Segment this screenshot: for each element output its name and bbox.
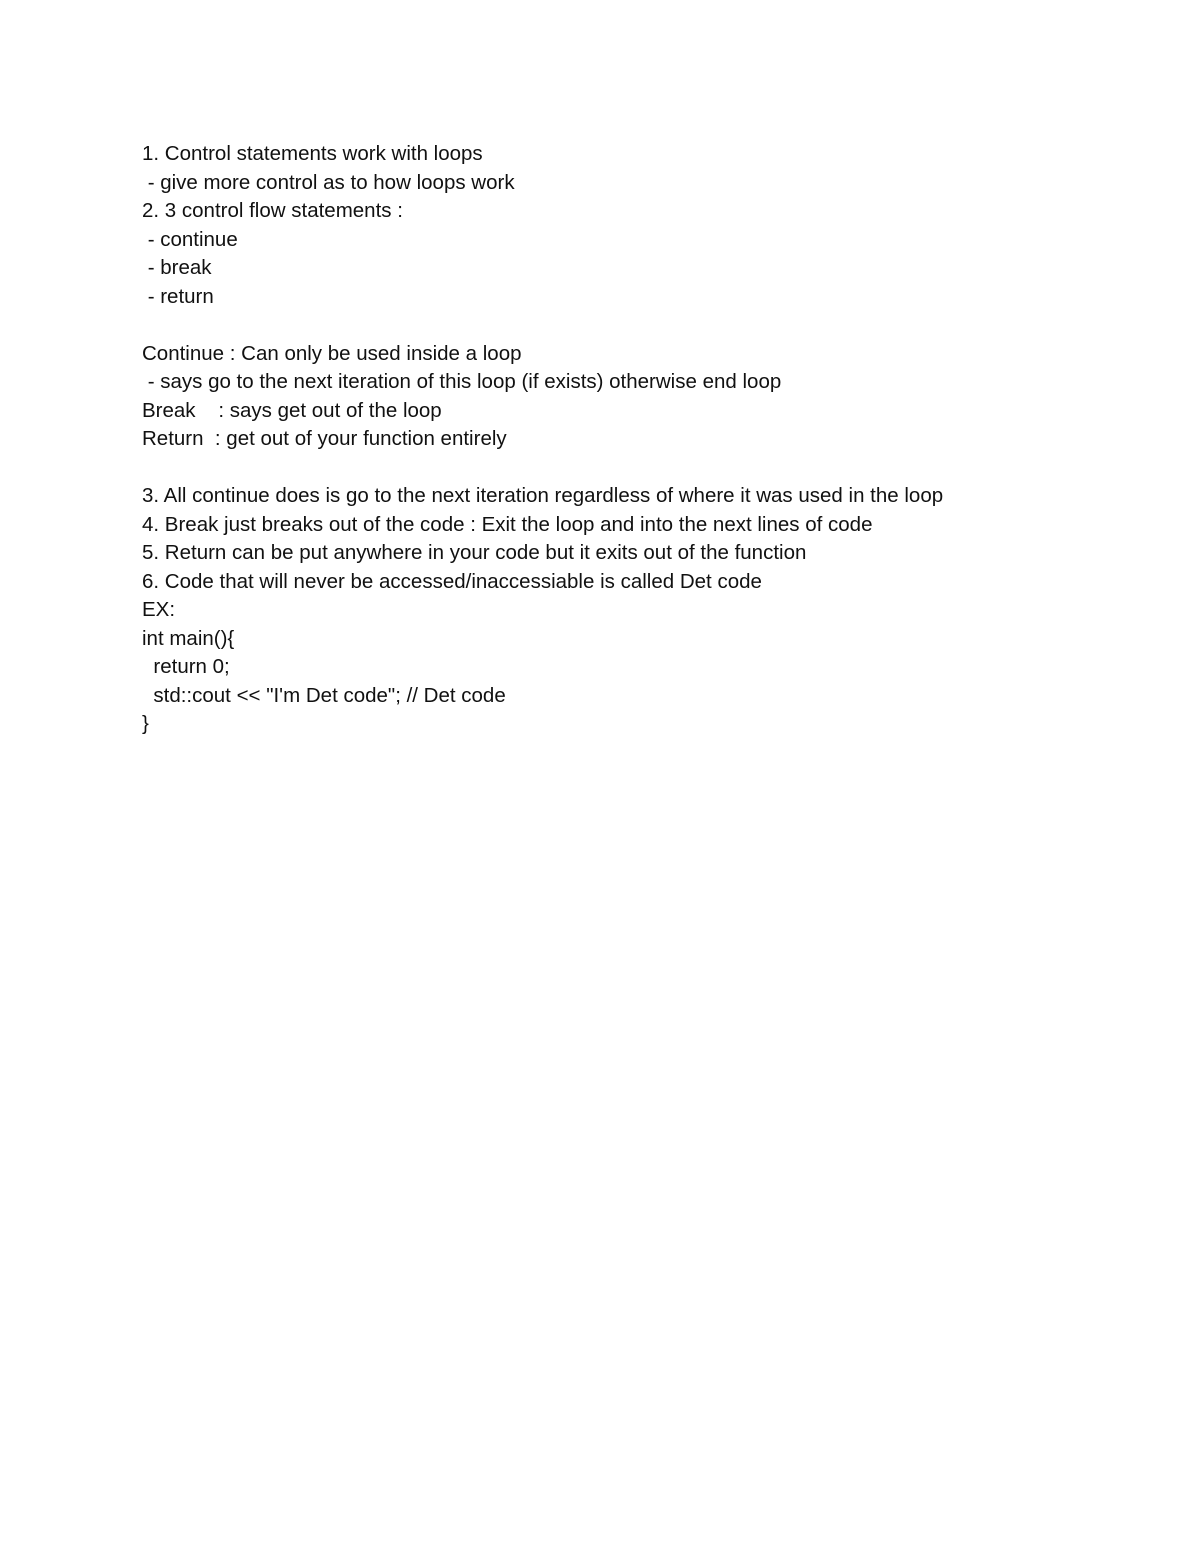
note-line: - return [142, 284, 214, 308]
code-line: std::cout << "I'm Det code"; // Det code [142, 683, 506, 707]
note-line: 2. 3 control flow statements : [142, 199, 403, 222]
code-line: } [142, 712, 149, 735]
note-line: 4. Break just breaks out of the code : Exit the loop and into the next lines of code [142, 512, 873, 536]
note-line: 5. Return can be put anywhere in your code but it exits out of the function [142, 541, 807, 564]
code-line: return 0; [142, 655, 230, 678]
note-line: - break [142, 256, 212, 279]
note-line: Break : says get out of the loop [142, 398, 442, 422]
note-line: 3. All continue does is go to the next iteration regardless of where it was used in the loop [142, 484, 944, 507]
note-line: EX: [142, 598, 176, 621]
notes-text [142, 140, 1142, 739]
note-line: - says go to the next iteration of this loop (if exists) otherwise end loop [142, 370, 782, 393]
note-line: Return : get out of your function entirely [142, 427, 507, 450]
note-line: 1. Control statements work with loops [142, 142, 483, 165]
note-line: - continue [142, 227, 238, 251]
blank-line [142, 311, 1142, 340]
code-line: int main(){ [142, 626, 235, 650]
note-line: - give more control as to how loops work [142, 170, 515, 194]
blank-line [142, 454, 1142, 483]
note-line: 6. Code that will never be accessed/inaccessiable is called Det code [142, 569, 762, 593]
note-line: Continue : Can only be used inside a loop [142, 341, 522, 365]
